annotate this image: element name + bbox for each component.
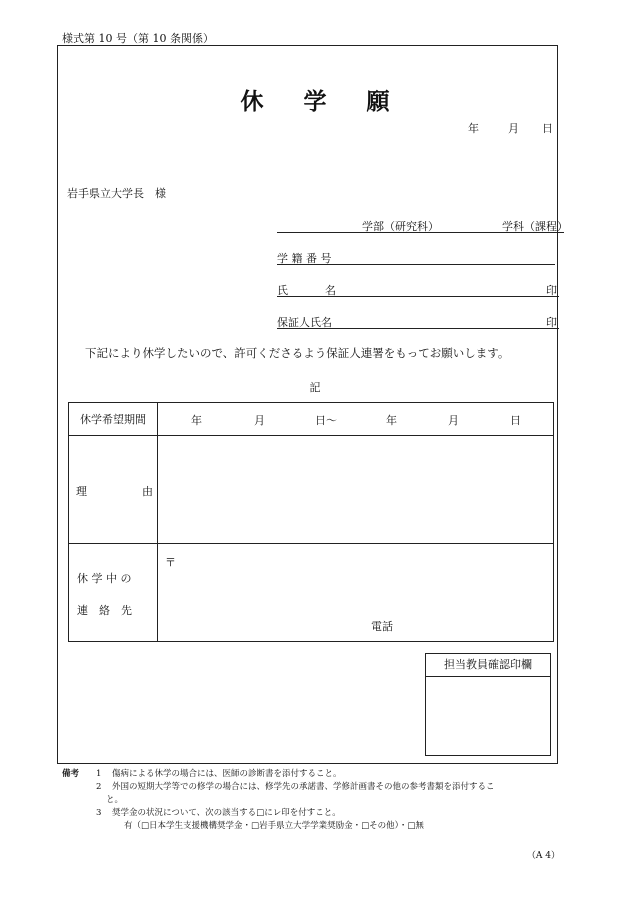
period-label: 休学希望期間 [69,403,158,436]
leave-details-table [68,402,554,642]
period-start-year: 年 [191,414,202,427]
faculty-field-line[interactable] [277,232,564,233]
guarantor-field-line[interactable] [277,328,559,329]
contact-row [69,544,554,642]
period-start-month: 月 [254,414,265,427]
guarantor-label: 保証人氏名 [277,316,332,329]
notes-heading: 備考 [62,769,80,779]
note-1-number: 1 [96,769,102,779]
reason-label [69,436,158,544]
faculty-label: 学部（研究科） [362,220,439,233]
period-field[interactable] [158,403,554,436]
note-2-text: 外国の短期大学等での修学の場合には、修学先の承諾書、学修計画書その他の参考書類を添付するこ [112,782,495,792]
phone-label: 電話 [371,620,393,633]
advisor-seal-box[interactable] [425,653,551,756]
reason-label-right: 由 [142,485,153,498]
scholarship-options: 有（□日本学生支援機構奨学金・□岩手県立大学学業奨励金・□その他）・□無 [124,821,424,831]
contact-label-line2: 連 絡 先 [77,604,132,617]
date-month-label: 月 [508,122,519,135]
contact-label [69,544,158,642]
department-label: 学科（課程） [502,220,568,233]
reason-label-left: 理 [76,485,87,498]
name-label-right: 名 [325,284,336,297]
date-line [468,120,553,136]
paper-size-label: （A 4） [526,851,560,861]
period-row [69,403,554,436]
guarantor-seal-mark: 印 [546,316,557,329]
postal-mark: 〒 [165,556,176,569]
note-2-number: 2 [96,782,102,792]
student-id-field-line[interactable] [277,264,555,265]
form-title: 休 学 願 [240,88,406,115]
period-end-month: 月 [448,414,459,427]
period-end-year: 年 [386,414,397,427]
reason-field[interactable] [158,436,554,544]
date-year-label: 年 [468,122,479,135]
note-2-continuation: と。 [106,795,124,805]
seal-mark: 印 [546,284,557,297]
ki-heading: 記 [309,381,321,394]
note-3-number: 3 [96,808,102,818]
note-3-text: 奨学金の状況について、次の該当する□にレ印を付すこと。 [112,808,341,818]
date-day-label: 日 [542,122,553,135]
contact-field[interactable] [158,544,554,642]
advisor-seal-box-title: 担当教員確認印欄 [426,654,550,677]
note-1-text: 傷病による休学の場合には、医師の診断書を添付すること。 [112,769,342,779]
addressee: 岩手県立大学長 様 [67,187,166,200]
name-field-line[interactable] [277,296,559,297]
name-label-left: 氏 [277,284,288,297]
period-start-day: 日〜 [315,414,337,427]
form-number-label: 様式第 10 号（第 10 条関係） [62,32,214,45]
student-id-label: 学 籍 番 号 [277,252,332,265]
period-end-day: 日 [510,414,521,427]
contact-label-line1: 休 学 中 の [77,572,132,585]
request-text: 下記により休学したいので、許可くださるよう保証人連署をもってお願いします。 [85,346,510,360]
reason-row [69,436,554,544]
